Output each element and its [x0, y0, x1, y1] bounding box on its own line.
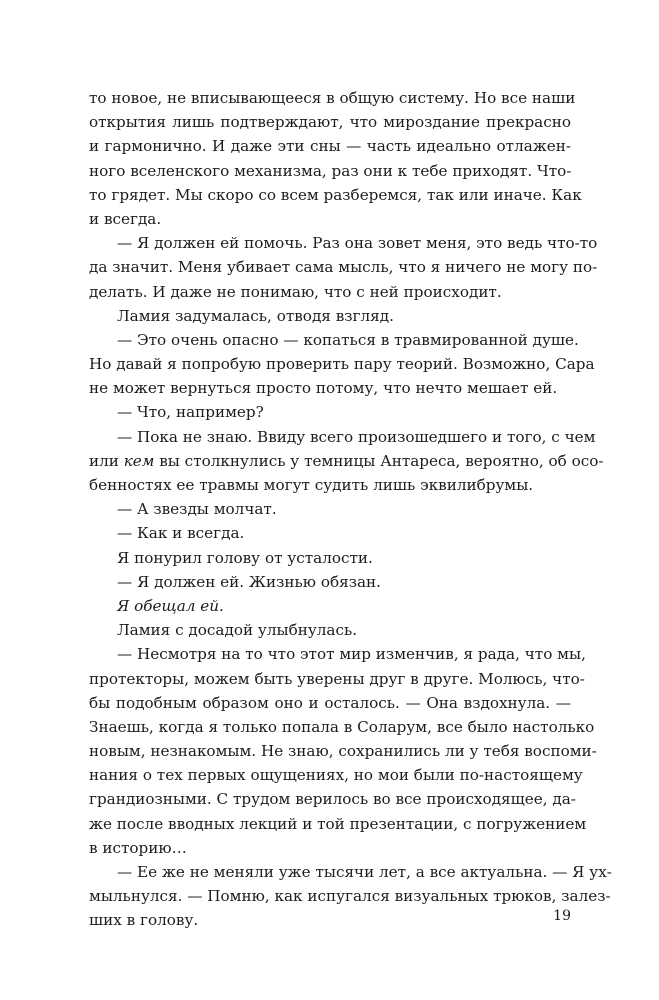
text-line: — Это очень опасно — копаться в травмированной душе.	[117, 330, 579, 349]
text-line: Я обещал ей.	[117, 596, 224, 615]
text-line: делать. И даже не понимаю, что с ней происходит.	[89, 282, 502, 301]
text-line: грандиозными. С трудом верилось во все происходящее, да-	[89, 790, 576, 809]
text-line: бенностях ее травмы могут судить лишь эквилибрумы.	[89, 476, 534, 494]
text-line: то грядет. Мы скоро со всем разберемся, так или иначе. Как	[89, 185, 582, 204]
text-line: — А звезды молчат.	[117, 500, 277, 519]
text-line: — Несмотря на то что этот мир изменчив, я рада, что мы,	[117, 645, 586, 664]
text-line: — Ее же не меняли уже тысячи лет, а все актуальна. — Я ух-	[117, 863, 612, 881]
text-line: Я понурил голову от усталости.	[117, 548, 373, 567]
text-line: да значит. Меня убивает сама мысль, что я ничего не могу по-	[89, 258, 598, 277]
text-line: ного вселенского механизма, раз они к тебе приходят. Что-	[89, 161, 572, 180]
text-line: бы подобным образом оно и осталось. — Она вздохнула. —	[89, 693, 571, 712]
text-line: то новое, не вписывающееся в общую систему. Но все наши	[89, 89, 576, 107]
text-line: ших в голову.	[89, 911, 199, 930]
text-line: Знаешь, когда я только попала в Соларум, все было настолько	[89, 717, 595, 736]
page-number: 19	[553, 908, 571, 924]
text-line: нания о тех первых ощущениях, но мои были по-настоящему	[89, 766, 583, 785]
text-line: не может вернуться просто потому, что нечто мешает ей.	[89, 379, 558, 398]
text-line: и всегда.	[89, 209, 162, 228]
text-line: и гармонично. И даже эти сны — часть идеально отлажен-	[89, 137, 571, 156]
text-line: — Я должен ей помочь. Раз она зовет меня, это ведь что-то	[117, 234, 598, 253]
text-line: в историю…	[89, 838, 187, 857]
text-line: Ламия задумалась, отводя взгляд.	[117, 306, 394, 325]
text-line: же после вводных лекций и той презентации, с погружением	[89, 814, 587, 833]
text-line: новым, незнакомым. Не знаю, сохранились ли у тебя воспоми-	[89, 742, 597, 761]
text-line: — Пока не знаю. Ввиду всего произошедшего и того, с чем	[117, 427, 596, 446]
book-page-text	[89, 86, 612, 933]
text-line: Ламия с досадой улыбнулась.	[117, 621, 358, 640]
italic-word: кем	[123, 451, 155, 470]
text-line: мыльнулся. — Помню, как испугался визуальных трюков, залез-	[89, 887, 611, 906]
text-line: протекторы, можем быть уверены друг в друге. Молюсь, что-	[89, 669, 585, 688]
text-segment: вы столкнулись у темницы Антареса, вероятно, об осо-	[154, 451, 604, 470]
text-segment: или	[89, 451, 124, 470]
text-line: Но давай я попробую проверить пару теорий. Возможно, Сара	[89, 355, 595, 374]
text-line: — Я должен ей. Жизнью обязан.	[117, 572, 381, 591]
text-line: — Как и всегда.	[117, 524, 245, 543]
text-line: — Что, например?	[117, 403, 264, 422]
text-line: открытия лишь подтверждают, что мироздание прекрасно	[89, 113, 571, 132]
text-line	[89, 449, 604, 473]
